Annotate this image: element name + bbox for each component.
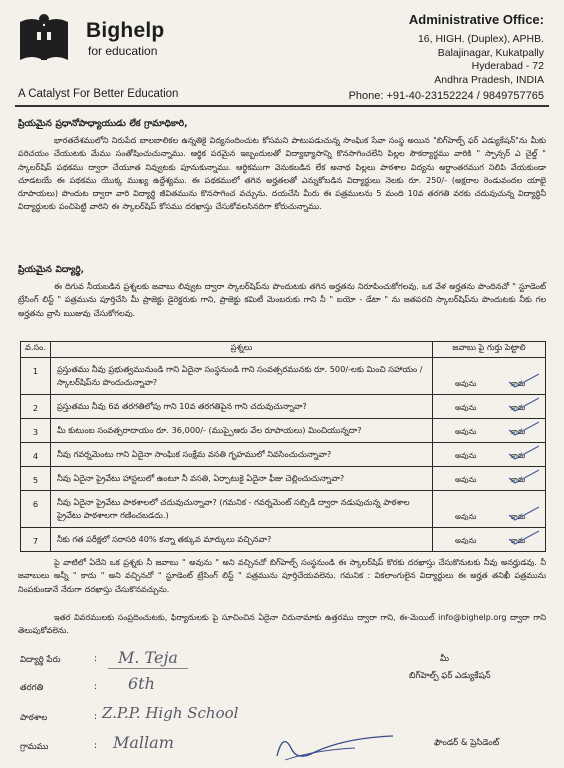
signature-title: ఫౌండర్ & ప్రెసిడెంట్ bbox=[434, 738, 500, 748]
address-line: Balajinagar, Kukatpally bbox=[437, 46, 544, 59]
address-line: Hyderabad - 72 bbox=[471, 60, 544, 73]
answer-cell[interactable] bbox=[433, 358, 546, 395]
questions-header: ప్రశ్నలు bbox=[50, 342, 432, 358]
tick-mark-icon bbox=[505, 444, 541, 460]
eligibility-table-body bbox=[21, 358, 546, 552]
answer-yes-option[interactable]: అవును bbox=[455, 475, 477, 484]
header-divider bbox=[15, 105, 549, 107]
colon: : bbox=[94, 741, 98, 751]
tagline: A Catalyst For Better Education bbox=[18, 88, 179, 100]
answer-no-option[interactable]: కాదు bbox=[511, 451, 526, 460]
colon: : bbox=[94, 654, 98, 664]
answer-cell[interactable] bbox=[433, 528, 546, 552]
school-label: పాఠశాల bbox=[20, 713, 48, 723]
salutation-student: ప్రియమైన విద్యార్థి, bbox=[18, 265, 85, 275]
answer-no-option[interactable]: కాదు bbox=[511, 403, 526, 412]
answer-yes-option[interactable]: అవును bbox=[455, 536, 477, 545]
office-phone: Phone: +91-40-23152224 / 9849757765 bbox=[348, 90, 544, 103]
serial-number: 7 bbox=[21, 528, 51, 552]
serial-number: 6 bbox=[21, 491, 51, 528]
colon: : bbox=[94, 682, 98, 692]
tick-mark-icon bbox=[505, 529, 541, 545]
serial-number: 2 bbox=[21, 395, 51, 419]
table-row bbox=[21, 467, 546, 491]
answer-yes-option[interactable]: అవును bbox=[455, 427, 477, 436]
answer-no-option[interactable]: కాదు bbox=[511, 512, 526, 521]
serial-number: 3 bbox=[21, 419, 51, 443]
table-row bbox=[21, 443, 546, 467]
serial-number: 5 bbox=[21, 467, 51, 491]
answer-cell[interactable] bbox=[433, 443, 546, 467]
bighelp-logo-icon bbox=[17, 12, 71, 62]
answer-header: జవాబు పై గుర్తు పెట్టాలి bbox=[433, 342, 546, 358]
tick-mark-icon bbox=[505, 468, 541, 484]
answer-yes-option[interactable]: అవును bbox=[455, 512, 477, 521]
table-header-row bbox=[21, 342, 546, 358]
salutation-headmaster: ప్రియమైన ప్రధానోపాధ్యాయుడు లేక గ్రామాధికారి, bbox=[18, 119, 188, 129]
answer-yes-option[interactable]: అవును bbox=[455, 403, 477, 412]
answer-cell[interactable] bbox=[433, 491, 546, 528]
village-label: గ్రామము bbox=[20, 742, 49, 752]
student-name-label: విద్యార్థి పేరు bbox=[20, 655, 61, 665]
question-text: ప్రస్తుతము నీవు 6వ తరగతిలోపు గాని 10వ తరగతిపైన గాని చదువుచున్నావా? bbox=[50, 395, 432, 419]
class-label: తరగతి bbox=[20, 683, 44, 693]
answer-yes-option[interactable]: అవును bbox=[455, 379, 477, 388]
contact-paragraph: ఇతర వివరములకు సంప్రదించుటకు, ఫిర్యాదులకు పై సూచించిన ఏదైనా చిరునామాకు ఉత్తరము ద్వారా గాని, ఈ-మెయిల్ info@bighelp.org ద్వారా గాని తెలుపుకోవలెను. bbox=[18, 613, 546, 636]
question-text: నీవు ఏదైనా ప్రైవేటు పాఠశాలలో చదువుచున్నావా? (గమనిక - గవర్నమెంట్ సబ్సిడీ ద్వారా నడుపుచున్న పాఠశాల ప్రైవేటు పాఠశాలగా గణించబడదు.) bbox=[50, 491, 432, 528]
answer-cell[interactable] bbox=[433, 395, 546, 419]
address-line: 16, HIGH. (Duplex), APHB. bbox=[417, 33, 544, 46]
brand-subtitle: for education bbox=[88, 44, 158, 58]
table-row bbox=[21, 395, 546, 419]
brand-name: Bighelp bbox=[86, 19, 165, 42]
tick-mark-icon bbox=[505, 396, 541, 412]
question-text: ప్రస్తుతము నీవు ప్రభుత్వమునుండి గాని ఏదైనా సంస్థనుండి గాని సంవత్సరమునకు రూ. 500/-లకు మించి సహాయం / స్కాలర్‌షిప్‌ను పొందుచున్నావా? bbox=[50, 358, 432, 395]
answer-cell[interactable] bbox=[433, 419, 546, 443]
colon: : bbox=[94, 712, 98, 722]
handwritten-signature-icon bbox=[275, 726, 395, 766]
office-address-block bbox=[349, 13, 544, 103]
answer-cell[interactable] bbox=[433, 467, 546, 491]
signature-org: బిగ్‌హెల్ప్ ఫర్ ఎడ్యుకేషన్ bbox=[409, 671, 491, 681]
serial-number: 4 bbox=[21, 443, 51, 467]
question-text: నీవు గవర్నమెంటు గాని ఏదైనా సాంఘిక సంక్షేమ వసతి గృహములో నివసించుచున్నావా? bbox=[50, 443, 432, 467]
question-text: నీకు గత పరీక్షలో సరాసరి 40% కన్నా తక్కువ మార్కులు వచ్చినవా? bbox=[50, 528, 432, 552]
table-row bbox=[21, 528, 546, 552]
answer-no-option[interactable]: కాదు bbox=[511, 536, 526, 545]
signature-yours: మీ bbox=[440, 654, 449, 664]
question-text: నీవు ఏదైనా ప్రైవేటు హాస్టలులో ఉంటూ నీ వసతి, ఏర్పాటుకై ఏదైనా ఫీజు చెల్లించుచున్నావా? bbox=[50, 467, 432, 491]
eligibility-table bbox=[20, 341, 546, 552]
table-row bbox=[21, 491, 546, 528]
student-name-value[interactable]: M. Teja bbox=[118, 648, 178, 667]
answer-no-option[interactable]: కాదు bbox=[511, 427, 526, 436]
serial-header: వ.సం. bbox=[21, 342, 51, 358]
village-value[interactable]: Mallam bbox=[113, 733, 174, 752]
table-row bbox=[21, 419, 546, 443]
address-line: Andhra Pradesh, INDIA bbox=[434, 73, 544, 86]
school-value[interactable]: Z.P.P. High School bbox=[102, 704, 239, 722]
tick-mark-icon bbox=[505, 372, 541, 388]
answer-no-option[interactable]: కాదు bbox=[511, 475, 526, 484]
intro-paragraph: భారతదేశములోని నిరుపేద బాలబాలికల ఉన్నతికై విద్యనందించుట కోసమని పాటుపడుచున్న సాంఘిక సేవా సంస్థ అయిన "బిగ్‌హెల్ప్ ఫర్ ఎడ్యుకేషన్"ను మీకు పరిచయం చేయుటకు మేము సంతోషించుచున్నాము. ఆర్థిక పరమైన ఇబ్బందులతో విద్యాభ్యాసాన్ని కొనసాగించలేని పిల్లల సౌకర్యార్థము వారికి " స్పాన్సర్ ఎ చైల్డ్ " స్కాలర్‌షిప్ పథకము ద్వారా చేయూత నివ్వుటకు పూనుకున్నాము. ఆర్థికముగా వెనుకబడిన లేక అనాథ పిల్లలు పాఠశాల విద్యను అర్థాంతరముగ నిలిపి వేయకుండా చూడటయే ఈ పథకము యొక్క ముఖ్య ఉద్దేశ్యము. ఈ పథకములో తగిన అర్హతలతో ఎన్నుకోబడిన విద్యార్థులు నెలకు రూ. 250/- (అక్షరాల రెండువందల యాభై రూపాయలు) పొందుట ద్వారా వారి విద్యార్థి జీవితమును కొనసాగించ వచ్చును. దయచేసి మీరు ఈ పత్రములను 5 మంది 10వ తరగతి వరకు చదువుచున్న విద్యార్థినీ విద్యార్థులకు పంచిపెట్టి వారిని ఈ స్కాలర్‌షిప్ కోసము దరఖాస్తు చేసుకోవలసినదిగా కోరుచున్నాము. bbox=[18, 136, 546, 212]
instruction-paragraph: ఈ దిగువ నీయబడిన ప్రశ్నలకు జవాబు లివ్వుట ద్వారా స్కాలర్‌షిప్‌ను పొందుటకు తగిన అర్హతను నిరూపించుకోగలవు. ఒక వేళ అర్హతను పొందినచో " స్టూడెంట్ ట్రేసింగ్ లిస్ట్ " పత్రమును పూర్తిచేసి మీ ప్రాజెక్టు డైరెక్టరుకు గాని, ప్రాజెక్టు కమిటీ మెంబరుకు గాని నీ " బయో - డేటా " ను జతపరచి స్కాలర్‌షిప్‌ను పొందుటకు నీకు గల అర్హతను వ్రాసి ఋజువు చేసుకోగలవు. bbox=[18, 282, 546, 318]
answer-no-option[interactable]: కాదు bbox=[511, 379, 526, 388]
office-title: Administrative Office: bbox=[408, 12, 544, 27]
question-text: మీ కుటుంబ సంవత్సరాదాయం రూ. 36,000/- (ముప్పైఆరు వేల రూపాయలు) మించియున్నదా? bbox=[50, 419, 432, 443]
class-value[interactable]: 6th bbox=[128, 674, 155, 693]
tick-mark-icon bbox=[505, 420, 541, 436]
table-row bbox=[21, 358, 546, 395]
serial-number: 1 bbox=[21, 358, 51, 395]
name-underline bbox=[108, 668, 188, 669]
eligibility-note-paragraph: పై వాటిలో ఏదేని ఒక ప్రశ్నకు నీ జవాబు " అవును " అని వచ్చినచో బిగ్‌హెల్ప్ సంస్థనుండి ఈ స్కాలర్‌షిప్ కొరకు దరఖాస్తు చేసుకొనుటకు నీవు అనర్హుడవు. నీ జవాబులు అన్నీ " కాదు " అని వచ్చినచో " స్టూడెంట్ ట్రేసింగ్ లిస్ట్ " పత్రమును పూర్తిచేయవలెను. గమనిక : వికలాంగులైన విద్యార్థులు ఈ అర్హత తనిఖీ పత్రమును నింపకుండానే నేరుగా దరఖాస్తు చేసుకొనవచ్చును. bbox=[18, 558, 546, 594]
answer-yes-option[interactable]: అవును bbox=[455, 451, 477, 460]
tick-mark-icon bbox=[505, 505, 541, 521]
